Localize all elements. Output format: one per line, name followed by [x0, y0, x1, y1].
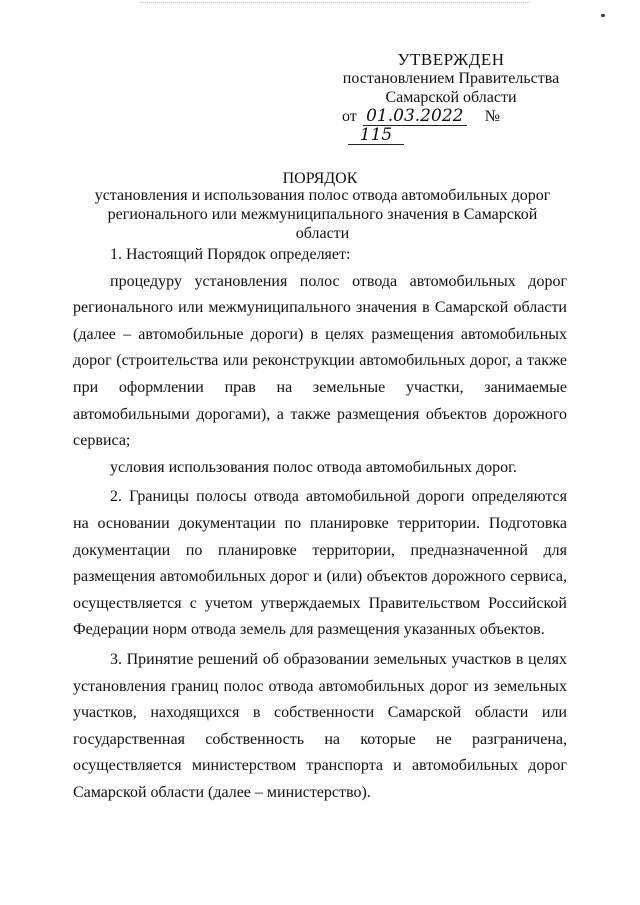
scan-top-rule — [140, 2, 530, 3]
document-subtitle: установления и использования полос отвода автомобильных дорог регионального или межмуниципального значения в Самарской области — [94, 187, 551, 242]
approval-heading: УТВЕРЖДЕН — [397, 50, 505, 69]
scan-mark — [601, 14, 605, 17]
paragraph-1a: процедуру установления полос отвода автомобильных дорог регионального или межмуниципального значения в Самарской области (далее – автомобильные дороги) в целях размещения автомобильных дорог (строительства или реконструкции автомобильных дорог, а также при оформлении прав на земельные участки, занимаемые автомобильными дорогами), а также размещения объектов дорожного сервиса; — [73, 272, 567, 450]
approval-line-1: постановлением Правительства — [342, 70, 560, 87]
document-title: ПОРЯДОК — [282, 170, 358, 187]
paragraph-1: 1. Настоящий Порядок определяет: — [110, 246, 351, 263]
approval-date-line — [342, 106, 566, 145]
date-prefix: от — [342, 108, 357, 125]
number-prefix: № — [484, 108, 501, 125]
document-body — [73, 242, 567, 806]
handwritten-date: 01.03.2022 — [363, 107, 467, 126]
paragraph-3: 3. Принятие решений об образовании земельных участков в целях установления границ полос отвода автомобильных дорог из земельных участков, находящихся в собственности Самарской области или государственная собственность на которые не разграничена, осуществляется министерством транспорта и автомобильных дорог Самарской области (далее – министерство). — [73, 650, 567, 801]
paragraph-2: 2. Границы полосы отвода автомобильной дороги определяются на основании документации по планировке территории. Подготовка документации по планировке территории, предназначенной для размещения автомобильных дорог и (или) объектов дорожного сервиса, осуществляется с учетом утверждаемых Правительством Российской Федерации норм отвода земель для размещения указанных объектов. — [73, 488, 567, 639]
handwritten-number: 115 — [348, 126, 404, 145]
approval-line-2: Самарской области — [385, 89, 517, 106]
approval-stamp — [336, 50, 566, 145]
paragraph-1b: условия использования полос отвода автомобильных дорог. — [110, 458, 517, 476]
